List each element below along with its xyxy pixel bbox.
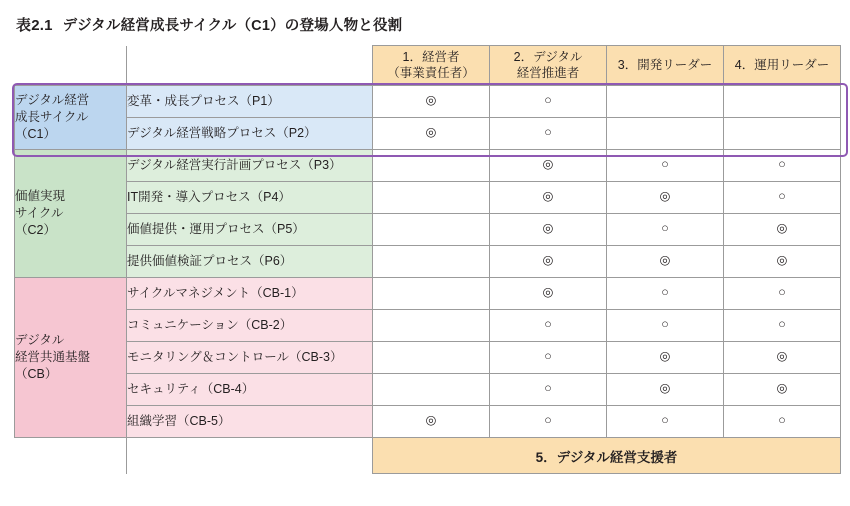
- header-role-4-label: 4．運用リーダー: [734, 57, 830, 72]
- table-header: [15, 46, 841, 86]
- process-label: セキュリティ（CB-4）: [127, 374, 373, 406]
- mark-cell: ○: [490, 310, 607, 342]
- mark-cell: ◎: [607, 182, 724, 214]
- group-label-c1-line3: （C1）: [15, 126, 56, 141]
- group-label-c2: [15, 150, 127, 278]
- group-label-c2-line3: （C2）: [15, 222, 56, 237]
- header-role-1: [373, 46, 490, 86]
- mark-cell: ◎: [373, 118, 490, 150]
- process-label: 提供価値検証プロセス（P6）: [127, 246, 373, 278]
- mark-cell: ◎: [373, 86, 490, 118]
- mark-cell: ◎: [724, 342, 841, 374]
- mark-cell: ○: [607, 406, 724, 438]
- header-role-1-line2: （事業責任者）: [387, 65, 475, 80]
- process-label: コミュニケーション（CB-2）: [127, 310, 373, 342]
- process-label: 価値提供・運用プロセス（P5）: [127, 214, 373, 246]
- mark-cell: ◎: [373, 406, 490, 438]
- mark-cell: ◎: [490, 150, 607, 182]
- mark-cell: [373, 310, 490, 342]
- mark-cell: ◎: [490, 278, 607, 310]
- mark-cell: ◎: [724, 214, 841, 246]
- mark-cell: [373, 182, 490, 214]
- process-label: モニタリング＆コントロール（CB-3）: [127, 342, 373, 374]
- mark-cell: ○: [490, 86, 607, 118]
- mark-cell: ◎: [607, 374, 724, 406]
- mark-cell: [373, 214, 490, 246]
- mark-cell: ○: [724, 406, 841, 438]
- mark-cell: [373, 278, 490, 310]
- mark-cell: ○: [490, 374, 607, 406]
- process-label: デジタル経営実行計画プロセス（P3）: [127, 150, 373, 182]
- mark-cell: ◎: [607, 342, 724, 374]
- header-role-2-line1: 2．デジタル: [513, 49, 583, 64]
- mark-cell: ◎: [724, 246, 841, 278]
- mark-cell: ○: [724, 278, 841, 310]
- mark-cell: [373, 374, 490, 406]
- group-label-cb-line1: デジタル: [15, 333, 65, 348]
- footer-blank-process: [127, 438, 373, 474]
- mark-cell: ◎: [490, 246, 607, 278]
- caption-number: 表2.1: [16, 17, 53, 34]
- header-blank-group: [15, 46, 127, 86]
- table-row: [15, 214, 841, 246]
- table-row: [15, 406, 841, 438]
- group-label-c2-line1: 価値実現: [15, 189, 66, 204]
- group-label-c1-line2: 成長サイクル: [15, 110, 89, 125]
- table-row: [15, 310, 841, 342]
- table-caption: [16, 14, 838, 35]
- header-role-2-line2: 経営推進者: [516, 65, 580, 80]
- process-label: 変革・成長プロセス（P1）: [127, 86, 373, 118]
- table-row: [15, 150, 841, 182]
- mark-cell: ○: [607, 310, 724, 342]
- table-body: [15, 86, 841, 474]
- mark-cell: ○: [724, 150, 841, 182]
- process-label: サイクルマネジメント（CB-1）: [127, 278, 373, 310]
- group-label-cb: [15, 278, 127, 438]
- group-label-c1-line1: デジタル経営: [15, 93, 90, 108]
- header-role-3: [607, 46, 724, 86]
- mark-cell: ◎: [607, 246, 724, 278]
- mark-cell: ○: [724, 310, 841, 342]
- mark-cell: ◎: [490, 182, 607, 214]
- footer-blank-group: [15, 438, 127, 474]
- header-role-3-label: 3．開発リーダー: [617, 57, 713, 72]
- table-row: [15, 182, 841, 214]
- table-row: [15, 278, 841, 310]
- mark-cell: [373, 246, 490, 278]
- header-row: [15, 46, 841, 86]
- header-role-1-line1: 1．経営者: [402, 49, 460, 64]
- mark-cell: [373, 342, 490, 374]
- mark-cell: ○: [607, 150, 724, 182]
- mark-cell: ○: [490, 118, 607, 150]
- caption-text: デジタル経営成長サイクル（C1）の登場人物と役割: [62, 18, 403, 34]
- mark-cell: [607, 86, 724, 118]
- group-label-cb-line3: （CB）: [15, 366, 58, 381]
- group-label-c1: [15, 86, 127, 150]
- table-row: [15, 374, 841, 406]
- mark-cell: ○: [607, 214, 724, 246]
- mark-cell: ○: [607, 278, 724, 310]
- mark-cell: ◎: [724, 374, 841, 406]
- group-label-c2-line2: サイクル: [15, 206, 64, 221]
- mark-cell: ◎: [490, 214, 607, 246]
- mark-cell: [607, 118, 724, 150]
- header-role-2: [490, 46, 607, 86]
- table-row: [15, 246, 841, 278]
- roles-matrix-table: [14, 45, 841, 474]
- footer-support-role: 5．デジタル経営支援者: [373, 438, 841, 474]
- table-row: [15, 86, 841, 118]
- header-role-4: [724, 46, 841, 86]
- mark-cell: [373, 150, 490, 182]
- process-label: IT開発・導入プロセス（P4）: [127, 182, 373, 214]
- mark-cell: ○: [724, 182, 841, 214]
- group-label-cb-line2: 経営共通基盤: [15, 350, 91, 365]
- mark-cell: [724, 86, 841, 118]
- process-label: 組織学習（CB-5）: [127, 406, 373, 438]
- mark-cell: ○: [490, 342, 607, 374]
- mark-cell: [724, 118, 841, 150]
- mark-cell: ○: [490, 406, 607, 438]
- table-row: [15, 342, 841, 374]
- process-label: デジタル経営戦略プロセス（P2）: [127, 118, 373, 150]
- header-blank-process: [127, 46, 373, 86]
- table-row: [15, 118, 841, 150]
- table-footer-row: [15, 438, 841, 474]
